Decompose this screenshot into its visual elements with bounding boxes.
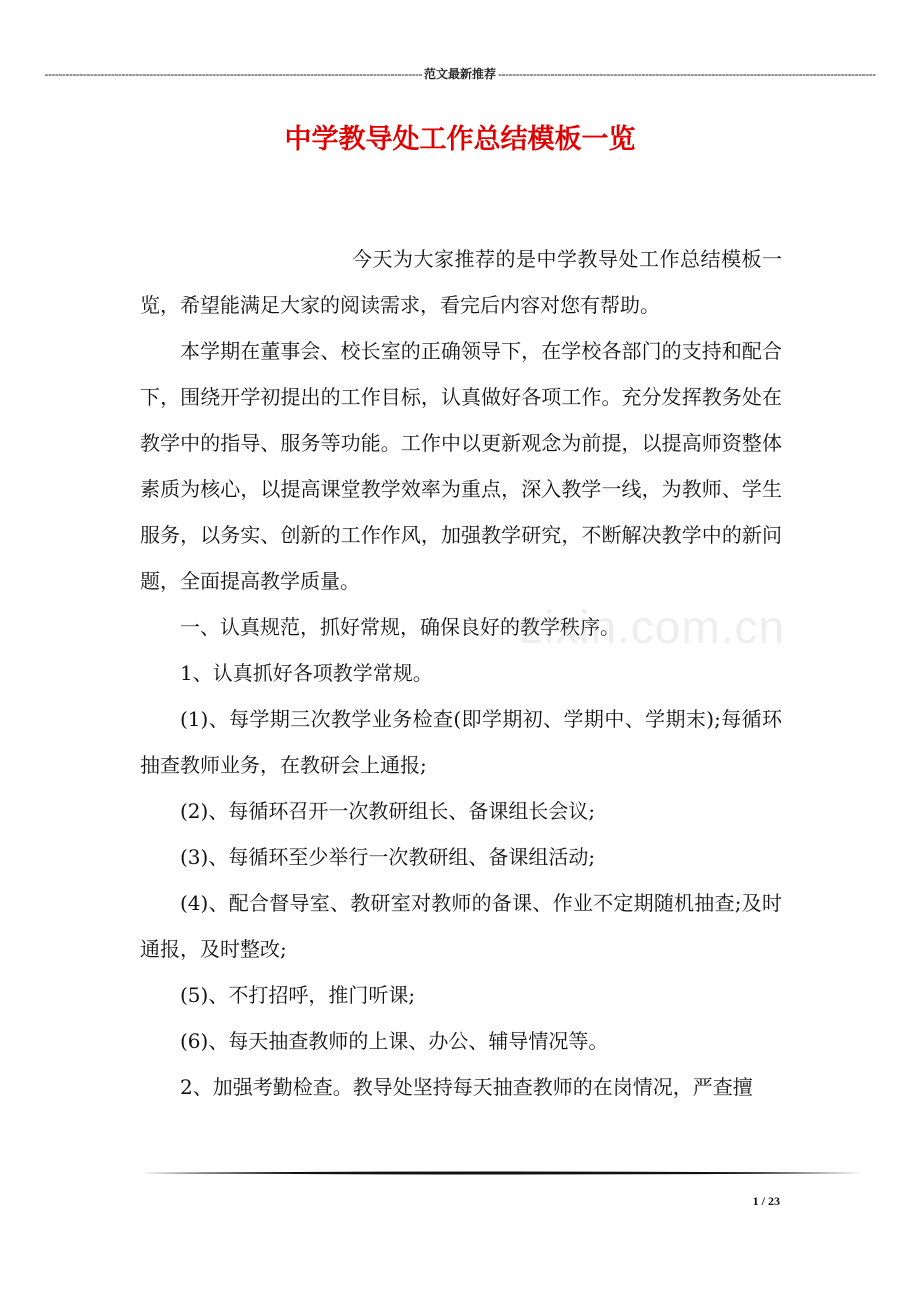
page-number: 1 / 23 — [752, 1194, 780, 1208]
paragraph-intro: 今天为大家推荐的是中学教导处工作总结模板一览，希望能满足大家的阅读需求，看完后内容对您有帮助。 — [140, 247, 782, 317]
list-item: (5)、不打招呼，推门听课; — [180, 983, 416, 1007]
document-body — [140, 236, 782, 1110]
section-heading: 一、认真规范，抓好常规，确保良好的教学秩序。 — [180, 615, 620, 639]
list-item: (1)、每学期三次教学业务检查(即学期初、学期中、学期末);每循环抽查教师业务，在教研会上通报; — [140, 707, 782, 777]
list-item: (4)、配合督导室、教研室对教师的备课、作业不定期随机抽查;及时通报，及时整改; — [140, 891, 782, 961]
page-header — [44, 66, 876, 82]
list-item: (3)、每循环至少举行一次教研组、备课组活动; — [180, 845, 596, 869]
list-item: (6)、每天抽查教师的上课、办公、辅导情况等。 — [180, 1029, 609, 1053]
paragraph: 2、加强考勤检查。教导处坚持每天抽查教师的在岗情况，严查擅 — [180, 1075, 753, 1099]
watermark: zixin.com.cn — [520, 601, 786, 653]
header-label: 范文最新推荐 — [424, 67, 497, 81]
list-item: (2)、每循环召开一次教研组长、备课组长会议; — [180, 799, 596, 823]
header-dashes-left: ------------------------------------------------------------------------------------------------------------ — [44, 67, 422, 81]
subsection-heading: 1、认真抓好各项教学常规。 — [180, 661, 433, 685]
document-title: 中学教导处工作总结模板一览 — [284, 124, 636, 155]
paragraph: 本学期在董事会、校长室的正确领导下，在学校各部门的支持和配合下，围绕开学初提出的工作目标，认真做好各项工作。充分发挥教务处在教学中的指导、服务等功能。工作中以更新观念为前提，以提高师资整体素质为核心，以提高课堂教学效率为重点，深入教学一线，为教师、学生服务，以务实、创新的工作作风，加强教学研究，不断解决教学中的新问题，全面提高教学质量。 — [140, 339, 782, 593]
header-dashes-right: ------------------------------------------------------------------------------------------------------------ — [498, 67, 876, 81]
footer-rule — [140, 1170, 864, 1176]
